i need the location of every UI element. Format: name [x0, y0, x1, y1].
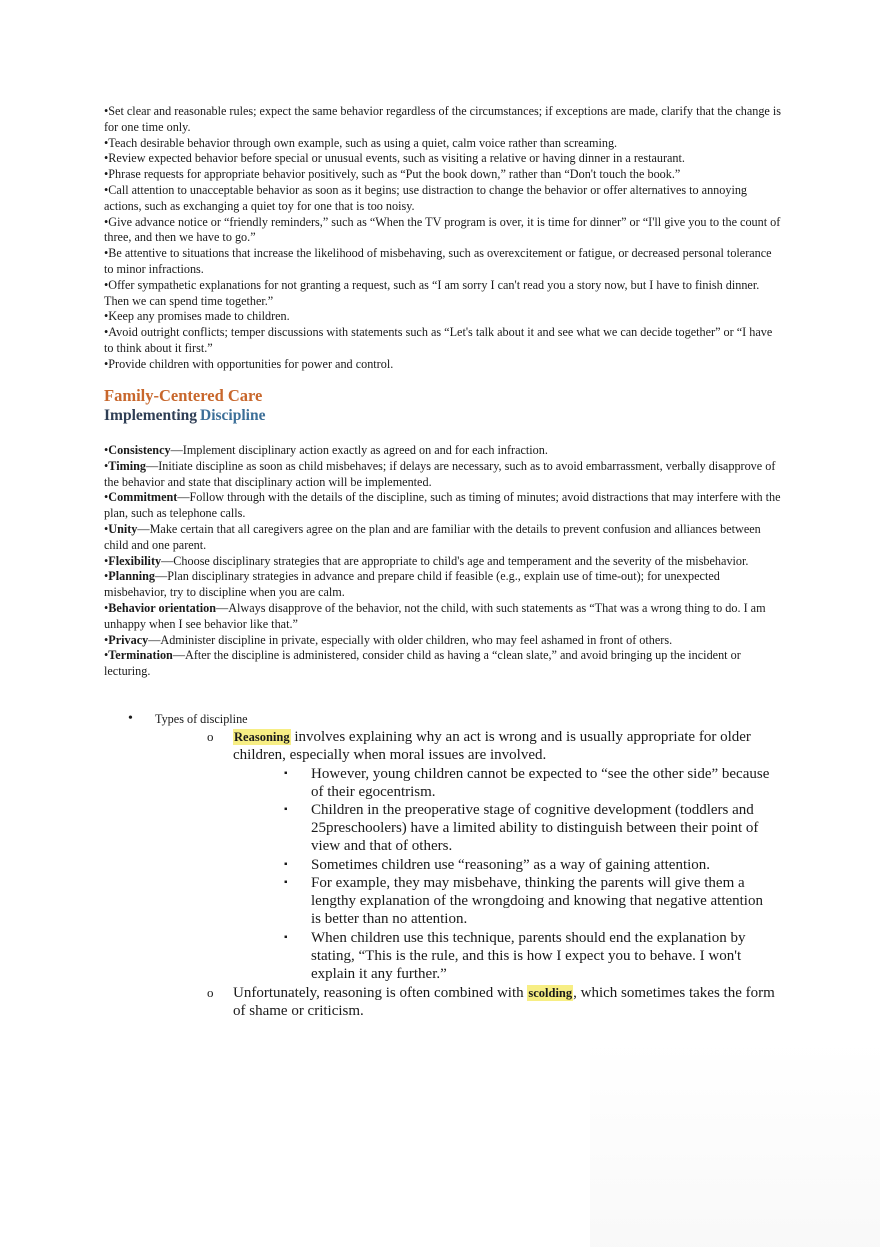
list-item: ▪ For example, they may misbehave, thinking the parents will give them a lengthy explanation of the wrongdoing and knowing that negative attention is better than no attention. — [284, 875, 763, 928]
list-item: •Avoid outright conflicts; temper discussions with statements such as “Let's talk about it and see what we can decide together” or “I have to think about it first.” — [104, 325, 773, 355]
list-item: •Phrase requests for appropriate behavior positively, such as “Put the book down,” rather than “Don't touch the book.” — [104, 167, 681, 182]
list-item: •Privacy—Administer discipline in private, especially with older children, who may feel ashamed in front of others. — [104, 632, 673, 647]
implementing-discipline-list — [104, 443, 784, 680]
list-item: •Be attentive to situations that increase the likelihood of misbehaving, such as overexcitement or fatigue, or decreased personal tolerance to minor infractions. — [104, 246, 772, 276]
scolding-item: o Unfortunately, reasoning is often combined with scolding, which sometimes takes the form of shame or criticism. — [207, 985, 775, 1020]
list-item: •Offer sympathetic explanations for not granting a request, such as “I am sorry I can't read you a story now, but I have to finish dinner. Then we can spend time together.” — [104, 277, 760, 308]
section-heading: Family-Centered Care — [104, 386, 263, 405]
scolding-highlight: scolding — [528, 986, 573, 1000]
list-item: •Review expected behavior before special or unusual events, such as visiting a relative or having dinner in a restaurant. — [104, 151, 685, 166]
page-shade — [590, 1040, 880, 1247]
list-item: •Give advance notice or “friendly reminders,” such as “When the TV program is over, it is time for dinner” or “I'll give you to the count of three, and then we have to go.” — [104, 214, 781, 245]
list-item: •Call attention to unacceptable behavior as soon as it begins; use distraction to change the behavior or offer alternatives to annoying actions, such as exchanging a quiet toy for one that is too noisy. — [104, 182, 748, 213]
list-item: ▪ When children use this technique, parents should end the explanation by stating, “This is the rule, and this is how I expect you to behave. I won't explain it any further.” — [284, 930, 746, 983]
list-item: •Unity—Make certain that all caregivers agree on the plan and are familiar with the details to prevent confusion and alliances between child and one parent. — [104, 521, 761, 552]
circle-marker: o — [207, 985, 214, 1000]
list-item: •Behavior orientation—Always disapprove of the behavior, not the child, with such statements as “That was a wrong thing to do. I am unhappy when I see behavior like that.” — [104, 600, 766, 631]
list-item: ▪ Children in the preoperative stage of cognitive development (toddlers and 25preschoolers) have a limited ability to distinguish between their point of view and that of others. — [284, 802, 759, 855]
list-item: •Consistency—Implement disciplinary action exactly as agreed on and for each infraction. — [104, 443, 548, 457]
subheading: Implementing Discipline — [104, 407, 266, 424]
list-item: •Termination—After the discipline is administered, consider child as having a “clean slate,” and avoid bringing up the incident or lecturing. — [104, 648, 741, 679]
list-item: •Teach desirable behavior through own example, such as using a quiet, calm voice rather than screaming. — [104, 135, 618, 150]
list-item: •Timing—Initiate discipline as soon as child misbehaves; if delays are necessary, such as to avoid embarrassment, verbally disapprove of the behavior and state that disciplinary action will be implemented. — [104, 458, 776, 489]
list-item: •Planning—Plan disciplinary strategies in advance and prepare child if feasible (e.g., explain use of time-out); for unexpected misbehavior, try to discipline when you are calm. — [104, 569, 720, 600]
circle-marker: o — [207, 729, 214, 744]
reasoning-highlight: Reasoning — [234, 730, 290, 744]
list-item: •Set clear and reasonable rules; expect the same behavior regardless of the circumstances; if exceptions are made, clarify that the change is for one time only. — [104, 104, 782, 134]
types-label: Types of discipline — [155, 712, 248, 726]
list-item: •Keep any promises made to children. — [104, 309, 290, 324]
list-item: •Provide children with opportunities for power and control. — [104, 356, 394, 371]
intro-bullet-list — [104, 104, 784, 373]
list-item: •Commitment—Follow through with the details of the discipline, such as timing of minutes; avoid distractions that may interfere with the plan, such as telephone calls. — [104, 490, 781, 521]
list-item: •Flexibility—Choose disciplinary strategies that are appropriate to child's age and temperament and the severity of the misbehavior. — [104, 553, 749, 568]
list-item: ▪ However, young children cannot be expected to “see the other side” because of their egocentrism. — [284, 766, 770, 801]
list-item: ▪ Sometimes children use “reasoning” as a way of gaining attention. — [284, 857, 711, 873]
bullet-marker: • — [128, 711, 133, 726]
reasoning-item: o Reasoning involves explaining why an act is wrong and is usually appropriate for older children, especially when moral issues are involved. — [207, 729, 751, 764]
